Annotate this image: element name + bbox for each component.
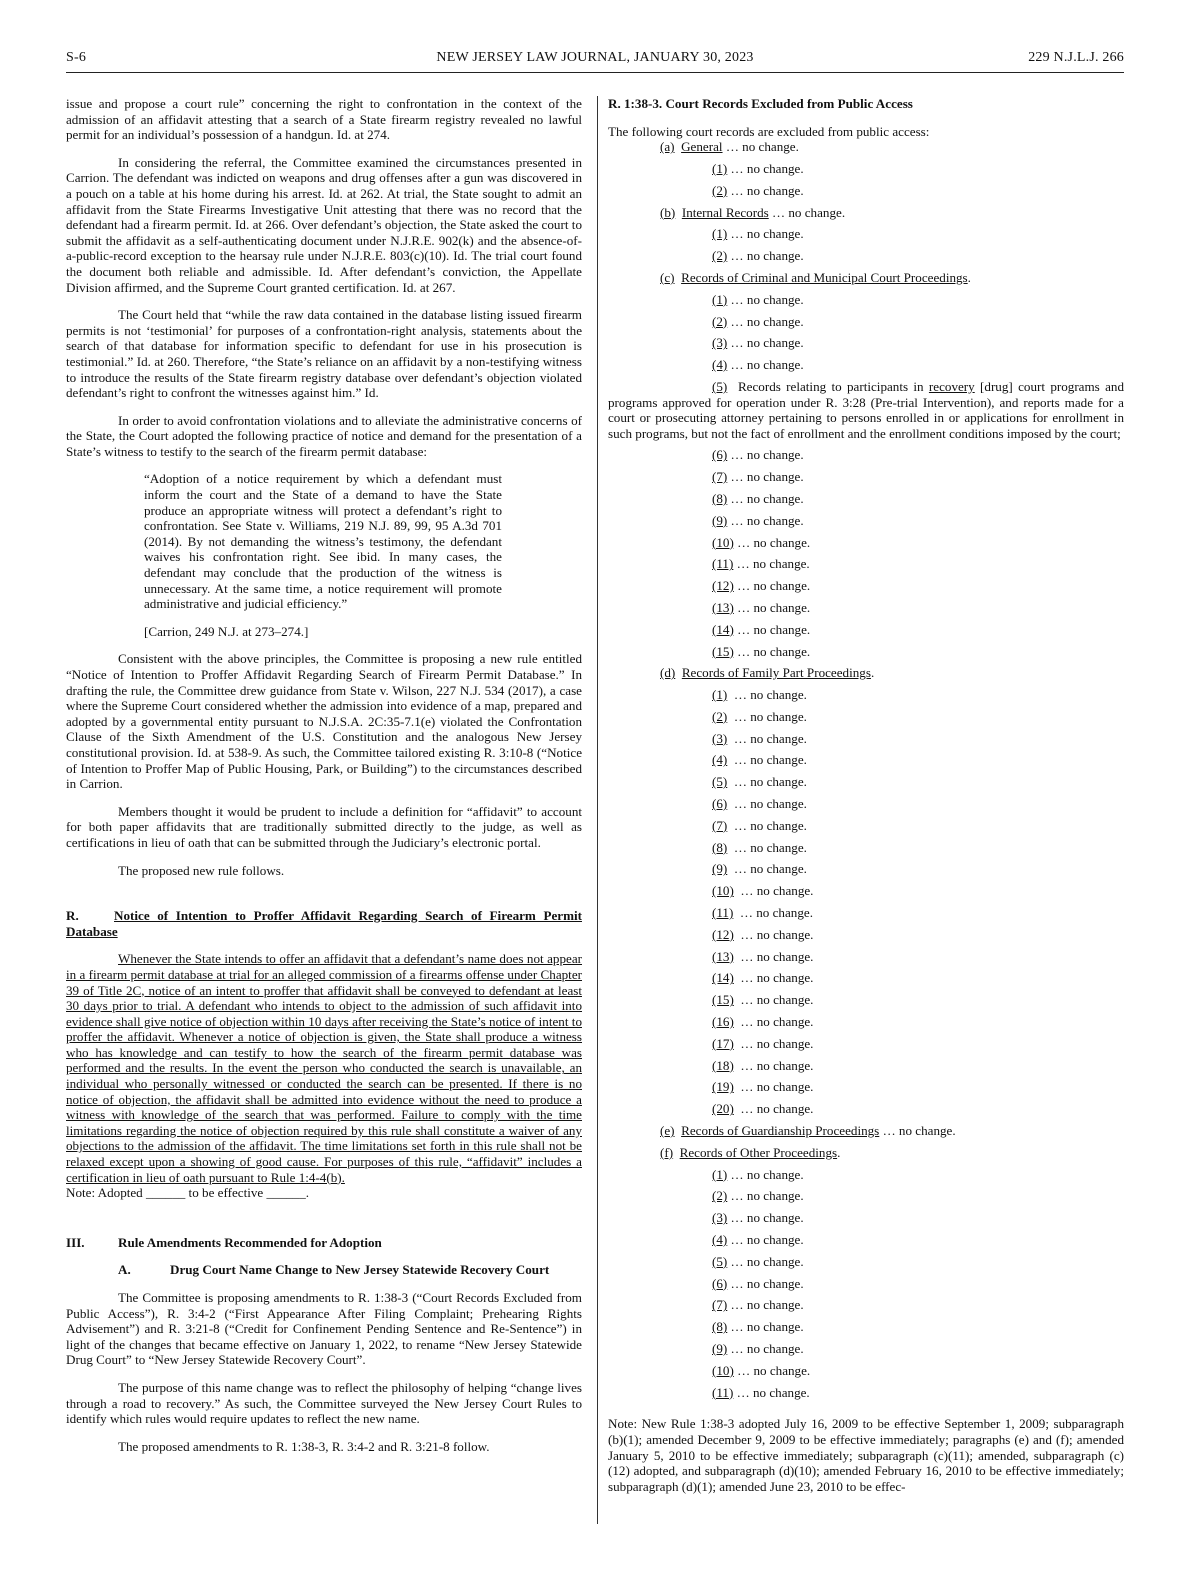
c5-text: Records relating to participants in	[737, 378, 929, 394]
subitem	[712, 1058, 1124, 1080]
item-label: (e)	[660, 1123, 675, 1139]
no-change-text: … no change.	[733, 1384, 810, 1400]
f-subitems	[608, 1167, 1124, 1407]
item-title: Records of Guardianship Proceedings	[681, 1123, 880, 1139]
no-change-text: … no change.	[733, 578, 811, 594]
subitem	[712, 644, 1124, 666]
paragraph-e	[660, 1123, 1124, 1145]
no-change-text: … no change.	[733, 1079, 814, 1095]
paragraph: Consistent with the above principles, the Committee is proposing a new rule entitled “Notice of Intention to Proffer Affidavit Regarding Search of Firearm Permit Database.” In drafting the rule, the Committee drew guidance from State v. Wilson, 227 N.J. 534 (2017), a case where the Supreme Court considered whether the admission into evidence of a map, prepared and adopted by a governmental entity pursuant to N.J.S.A. 2C:35-7.1(e) violated the Confrontation Clause of the Sixth Amendment of the U.S. Constitution and the analogous New Jersey constitutional provision. Id. at 538-9. As such, the Committee tailored existing R. 3:10-8 (“Notice of Intention to Proffer Map of Public Housing, Park, or Building”) to the circumstances described in Carrion.	[66, 651, 582, 792]
subitem	[712, 1341, 1124, 1363]
subitem	[712, 927, 1124, 949]
paragraph: The proposed amendments to R. 1:38-3, R. 3:4-2 and R. 3:21-8 follow.	[118, 1438, 490, 1454]
subitem-label: (7)	[712, 1297, 728, 1313]
subitem-label: (10)	[712, 534, 734, 550]
item-title: General	[681, 139, 723, 155]
no-change-text: … no change.	[733, 970, 814, 986]
left-column	[66, 96, 582, 1454]
no-change-text: … no change.	[727, 1297, 804, 1313]
no-change-text: … no change.	[727, 839, 807, 855]
no-change-text: … no change.	[727, 1341, 804, 1356]
no-change-text: … no change.	[733, 1014, 814, 1030]
subitem-label: (2)	[712, 1188, 728, 1204]
subitem	[712, 861, 1124, 883]
subitem	[712, 1297, 1124, 1319]
subitem-label: (4)	[712, 357, 728, 373]
no-change-text: … no change.	[727, 182, 804, 198]
subitem	[712, 709, 1124, 731]
no-change-text: … no change.	[727, 817, 807, 833]
subitem	[712, 1276, 1124, 1298]
subitem-label: (7)	[712, 817, 728, 833]
no-change-text: … no change.	[727, 469, 804, 485]
subitem	[712, 161, 1124, 183]
subitem-label: (3)	[712, 335, 728, 351]
subitem	[712, 600, 1124, 622]
item-title: Records of Criminal and Municipal Court Proceedings	[681, 269, 968, 285]
subitem	[712, 1167, 1124, 1189]
subitem-label: (6)	[712, 447, 728, 463]
item-label: (d)	[660, 665, 676, 681]
item-label: (5)	[712, 378, 728, 394]
no-change-text: … no change.	[733, 926, 814, 942]
subitem	[712, 335, 1124, 357]
subitem-label: (5)	[712, 774, 728, 790]
right-column	[608, 96, 1124, 1494]
subitem-label: (6)	[712, 1275, 728, 1291]
no-change-text: … no change.	[727, 1166, 804, 1182]
subitem-label: (8)	[712, 490, 728, 506]
subitem-label: (9)	[712, 512, 728, 528]
subitem-label: (15)	[712, 643, 734, 659]
subitem-label: (3)	[712, 1210, 728, 1226]
subitem	[712, 491, 1124, 513]
no-change-text: … no change.	[733, 1035, 814, 1051]
no-change-text: … no change.	[727, 1253, 804, 1269]
d-subitems	[608, 687, 1124, 1123]
subitem	[712, 1385, 1124, 1407]
subitem	[712, 183, 1124, 205]
a-subitems	[608, 161, 1124, 205]
b-subitems	[608, 226, 1124, 270]
section-title: Rule Amendments Recommended for Adoption	[118, 1234, 382, 1250]
no-change-text: … no change.	[733, 1101, 814, 1117]
rule-heading: R. 1:38-3. Court Records Excluded from Public Access	[608, 96, 913, 111]
paragraph-c5	[608, 379, 1124, 441]
item-title: Internal Records	[681, 204, 769, 220]
subitem-label: (2)	[712, 182, 728, 198]
subitem	[712, 796, 1124, 818]
subsection-title: Drug Court Name Change to New Jersey Statewide Recovery Court	[170, 1262, 550, 1278]
subitem-label: (1)	[712, 160, 728, 176]
c-subitems	[608, 447, 1124, 665]
no-change-text: … no change.	[727, 447, 804, 463]
paragraph: The Court held that “while the raw data contained in the database listing issued firearm permits is not ‘testimonial’ for purposes of a confrontation-right analysis, statements about the search of that database for information specific to defendant for use in his prosecution is testimonial.” Id. at 260. Therefore, “the State’s reliance on an affidavit by a non-testifying witness to introduce the results of the State firearm registry database over defendant’s objection violated defendant’s right to confront the witnesses against him.” Id.	[66, 307, 582, 401]
subitem-label: (2)	[712, 248, 728, 264]
item-label: (a)	[660, 139, 675, 155]
journal-citation: 229 N.J.L.J. 266	[1028, 50, 1124, 65]
subitem	[712, 447, 1124, 469]
subitem-label: (4)	[712, 752, 728, 768]
no-change-text: … no change.	[727, 357, 804, 373]
no-change-text: … no change.	[727, 752, 807, 768]
subitem	[712, 1036, 1124, 1058]
item-title: Records of Other Proceedings	[679, 1144, 838, 1160]
subitem	[712, 357, 1124, 379]
subitem	[712, 774, 1124, 796]
no-change-text: … no change.	[727, 248, 804, 264]
section-heading	[66, 1235, 582, 1251]
subitem-label: (4)	[712, 1232, 728, 1248]
subitem-label: (13)	[712, 948, 734, 964]
no-change-text: … no change.	[727, 730, 807, 746]
no-change-text: … no change.	[727, 490, 804, 506]
paragraph: issue and propose a court rule” concerning the right to confrontation in the context of the admission of an affidavit attesting that a search of a State firearm registry revealed no lawful permit for an individual’s possession of a handgun. Id. at 274.	[66, 96, 582, 143]
no-change-text: … no change.	[727, 226, 804, 242]
no-change-text: … no change.	[733, 1057, 814, 1073]
subitem-label: (12)	[712, 578, 734, 594]
subitem	[712, 578, 1124, 600]
subitem	[712, 731, 1124, 753]
no-change-text: … no change.	[733, 556, 810, 572]
subitem	[712, 535, 1124, 557]
subitem-label: (16)	[712, 1014, 734, 1030]
no-change-text: … no change.	[727, 512, 804, 528]
subitem	[712, 1079, 1124, 1101]
subitem-label: (18)	[712, 1057, 734, 1073]
no-change-text: … no change.	[727, 1188, 804, 1204]
rule-number: R.	[66, 908, 79, 924]
subitem	[712, 1210, 1124, 1232]
subitem-label: (10)	[712, 883, 734, 899]
subitem	[712, 752, 1124, 774]
no-change-text: … no change.	[725, 139, 799, 155]
subitem-label: (1)	[712, 1166, 728, 1182]
subitem	[712, 1232, 1124, 1254]
rule-title-text: Notice of Intention to Proffer Affidavit Regarding Search of Firearm Permit Database	[66, 908, 582, 939]
paragraph: Members thought it would be prudent to include a definition for “affidavit” to account for both paper affidavits that are traditionally submitted directly to the judge, as well as certifications in lieu of oath that can be submitted through the Judiciary’s electronic portal.	[66, 803, 582, 850]
subitem-label: (10)	[712, 1362, 734, 1378]
subitem	[712, 883, 1124, 905]
subitem	[712, 1363, 1124, 1385]
subitem-label: (14)	[712, 970, 734, 986]
inserted-text: recovery	[928, 378, 975, 394]
no-change-text: … no change.	[733, 621, 811, 637]
subitem	[712, 292, 1124, 314]
no-change-text: … no change.	[727, 1319, 804, 1335]
no-change-text: … no change.	[727, 687, 807, 703]
no-change-text: … no change.	[733, 599, 811, 615]
block-quote: “Adoption of a notice requirement by which a defendant must inform the court and the State of a demand to have the State produce an appropriate witness will protect a defendant’s right to confrontation. See State v. Williams, 219 N.J. 89, 99, 95 A.3d 701 (2014). By not demanding the witness’s testimony, the defendant waives his confrontation right. See ibid. In many cases, the defendant may conclude that the production of the witness is unnecessary. At the same time, a notice requirement will promote administrative and judicial efficiency.”	[144, 471, 502, 612]
no-change-text: … no change.	[727, 1275, 804, 1291]
subitem	[712, 1014, 1124, 1036]
subitem	[712, 970, 1124, 992]
subitem	[712, 314, 1124, 336]
no-change-text: … no change.	[727, 774, 807, 790]
subitem	[712, 687, 1124, 709]
subitem-label: (17)	[712, 1035, 734, 1051]
no-change-text: … no change.	[733, 905, 813, 921]
no-change-text: … no change.	[733, 534, 811, 550]
paragraph-b	[660, 205, 1124, 227]
subitem	[712, 1101, 1124, 1123]
page-number: S-6	[66, 50, 87, 65]
paragraph: The Committee is proposing amendments to R. 1:38-3 (“Court Records Excluded from Public Access”), R. 3:4-2 (“First Appearance After Filing Complaint; Prehearing Rights Advisement”) and R. 3:21-8 (“Credit for Confinement Pending Sentence and Re-Sentence”) in light of the changes that became effective on January 1, 2022, to rename “New Jersey Statewide Drug Court” to “New Jersey Statewide Recovery Court”.	[66, 1290, 582, 1368]
page-header	[66, 50, 1124, 73]
paragraph: The purpose of this name change was to reflect the philosophy of helping “change lives through a road to recovery.” As such, the Committee surveyed the New Jersey Court Rules to identify which rules would require updates to reflect the new name.	[66, 1379, 582, 1427]
paragraph-d: (d) Records of Family Part Proceedings.	[660, 665, 875, 681]
subitem-label: (19)	[712, 1079, 734, 1095]
subitem-label: (20)	[712, 1101, 734, 1117]
subitem-label: (5)	[712, 1253, 728, 1269]
no-change-text: … no change.	[727, 861, 807, 877]
no-change-text: … no change.	[727, 291, 804, 307]
history-note: Note: New Rule 1:38-3 adopted July 16, 2009 to be effective September 1, 2009; subparagraph (b)(1); amended December 9, 2009 to be effective immediately; paragraphs (e) and (f); amended January 5, 2010 to be effective immediately; subparagraph (c)(11); amended, subparagraph (c)(12) adopted, and subparagraph (d)(10); amended February 16, 2010 to be effective immediately; subparagraph (d)(1); amended June 23, 2010 to be effec-	[608, 1416, 1124, 1494]
no-change-text: … no change.	[733, 643, 811, 659]
subitem-label: (1)	[712, 291, 728, 307]
subitem	[712, 949, 1124, 971]
no-change-text: … no change.	[727, 1232, 804, 1248]
subitem	[712, 226, 1124, 248]
subitem-label: (13)	[712, 599, 734, 615]
paragraph-a	[660, 139, 1124, 161]
subitem-label: (9)	[712, 861, 728, 877]
subitem	[712, 992, 1124, 1014]
subitem-label: (6)	[712, 796, 728, 812]
no-change-text: … no change.	[882, 1123, 956, 1139]
proposed-rule-title	[66, 908, 582, 939]
subitem-label: (8)	[712, 839, 728, 855]
subitem-label: (15)	[712, 992, 734, 1008]
subitem	[712, 556, 1124, 578]
subitem-label: (11)	[712, 1384, 734, 1400]
paragraph-c: (c) Records of Criminal and Municipal Court Proceedings.	[660, 269, 971, 285]
quote-citation: [Carrion, 249 N.J. at 273–274.]	[144, 623, 309, 639]
no-change-text: … no change.	[727, 708, 807, 724]
subitem-label: (14)	[712, 621, 734, 637]
item-label: (f)	[660, 1144, 674, 1160]
subitem-label: (11)	[712, 556, 734, 572]
paragraph: In considering the referral, the Committee examined the circumstances presented in Carrion. The defendant was indicted on weapons and drug offenses after a gun was discovered in a pouch on a table at his home during his arrest. Id. at 262. At trial, the State sought to admit an affidavit from the State Firearms Investigative Unit attesting that there was no record that the defendant had a firearm permit. Id. at 266. Over defendant’s objection, the State asked the court to submit the affidavit as a self-authenticating document under N.J.R.E. 902(k) and the absence-of-a-public-record exception to the hearsay rule under N.J.R.E. 803(c)(10). Id. The trial court found the document both reliable and admissible. Id. After defendant’s conviction, the Appellate Division affirmed, and the Supreme Court granted certification. Id. at 267.	[66, 154, 582, 295]
no-change-text: … no change.	[733, 1362, 811, 1378]
paragraph: In order to avoid confrontation violations and to alleviate the administrative concerns of the State, the Court adopted the following practice of notice and demand for the presentation of a State’s witness to testify to the search of the firearm permit database:	[66, 412, 582, 459]
c-subitems	[608, 292, 1124, 379]
item-title: Records of Family Part Proceedings	[681, 665, 871, 681]
subitem	[712, 248, 1124, 270]
no-change-text: … no change.	[727, 796, 807, 812]
journal-title: NEW JERSEY LAW JOURNAL, JANUARY 30, 2023	[436, 50, 754, 65]
subitem-label: (2)	[712, 708, 728, 724]
rule-intro: The following court records are excluded from public access:	[608, 123, 930, 139]
paragraph-f: (f) Records of Other Proceedings.	[660, 1144, 841, 1160]
c5-text: [drug] court programs and programs approved for operation under R. 3:28 (Pre-trial Intervention), and reports made for a court or prosecuting attorney pertaining to persons enrolled in or applications for enrollment in such programs, but not the fact of enrollment and the enrollment conditions imposed by the court;	[608, 378, 1125, 441]
no-change-text: … no change.	[727, 335, 804, 351]
subitem-label: (3)	[712, 730, 728, 746]
item-label: (b)	[660, 204, 676, 220]
subitem-label: (9)	[712, 1341, 728, 1356]
subitem	[712, 469, 1124, 491]
no-change-text: … no change.	[727, 1210, 804, 1226]
subitem-label: (7)	[712, 469, 728, 485]
subsection-number: A.	[118, 1262, 131, 1278]
no-change-text: … no change.	[727, 313, 804, 329]
section-number: III.	[66, 1234, 85, 1250]
no-change-text: … no change.	[772, 204, 846, 220]
no-change-text: … no change.	[733, 992, 814, 1008]
item-label: (c)	[660, 269, 675, 285]
subitem-label: (12)	[712, 926, 734, 942]
subitem	[712, 818, 1124, 840]
subitem-label: (8)	[712, 1319, 728, 1335]
paragraph: The proposed new rule follows.	[118, 862, 285, 878]
subitem	[712, 1188, 1124, 1210]
subitem-label: (1)	[712, 226, 728, 242]
subitem	[712, 905, 1124, 927]
subitem-label: (2)	[712, 313, 728, 329]
subitem	[712, 622, 1124, 644]
subitem-label: (1)	[712, 687, 728, 703]
adoption-note: Note: Adopted ______ to be effective ______.	[66, 1185, 310, 1201]
subitem	[712, 1319, 1124, 1341]
subitem	[712, 513, 1124, 535]
no-change-text: … no change.	[733, 948, 814, 964]
subsection-heading	[118, 1262, 582, 1278]
no-change-text: … no change.	[733, 883, 814, 899]
no-change-text: … no change.	[727, 160, 804, 176]
subitem	[712, 840, 1124, 862]
subitem	[712, 1254, 1124, 1276]
proposed-rule-text: Whenever the State intends to offer an affidavit that a defendant’s name does not appear in a firearm permit database at trial for an alleged commission of a firearms offense under Chapter 39 of Title 2C, notice of an intent to proffer that affidavit shall be conveyed to defendant at least 30 days prior to trial. A defendant who intends to object to the admission of such affidavit into evidence shall give notice of objection within 10 days after receiving the State’s notice of intent to proffer the affidavit. Whenever a notice of objection is given, the State shall produce a witness who has knowledge and can testify to how the search of the firearm permit database was performed and the results. In the event the person who conducted the search is unavailable, an individual who personally witnessed or conducted the search can be presented. If there is no notice of objection, the affidavit shall be admitted into evidence without the need to produce a witness with knowledge of the search that was performed. Failure to comply with the time limitations regarding the notice of objection required by this rule shall constitute a waiver of any objections to the admission of the affidavit. The time limitations set forth in this rule shall not be relaxed except upon a showing of good cause. For purposes of this rule, “affidavit” includes a certification in lieu of oath pursuant to Rule 1:4-4(b).	[66, 951, 582, 1185]
subitem-label: (11)	[712, 905, 734, 921]
column-divider	[597, 96, 598, 1524]
